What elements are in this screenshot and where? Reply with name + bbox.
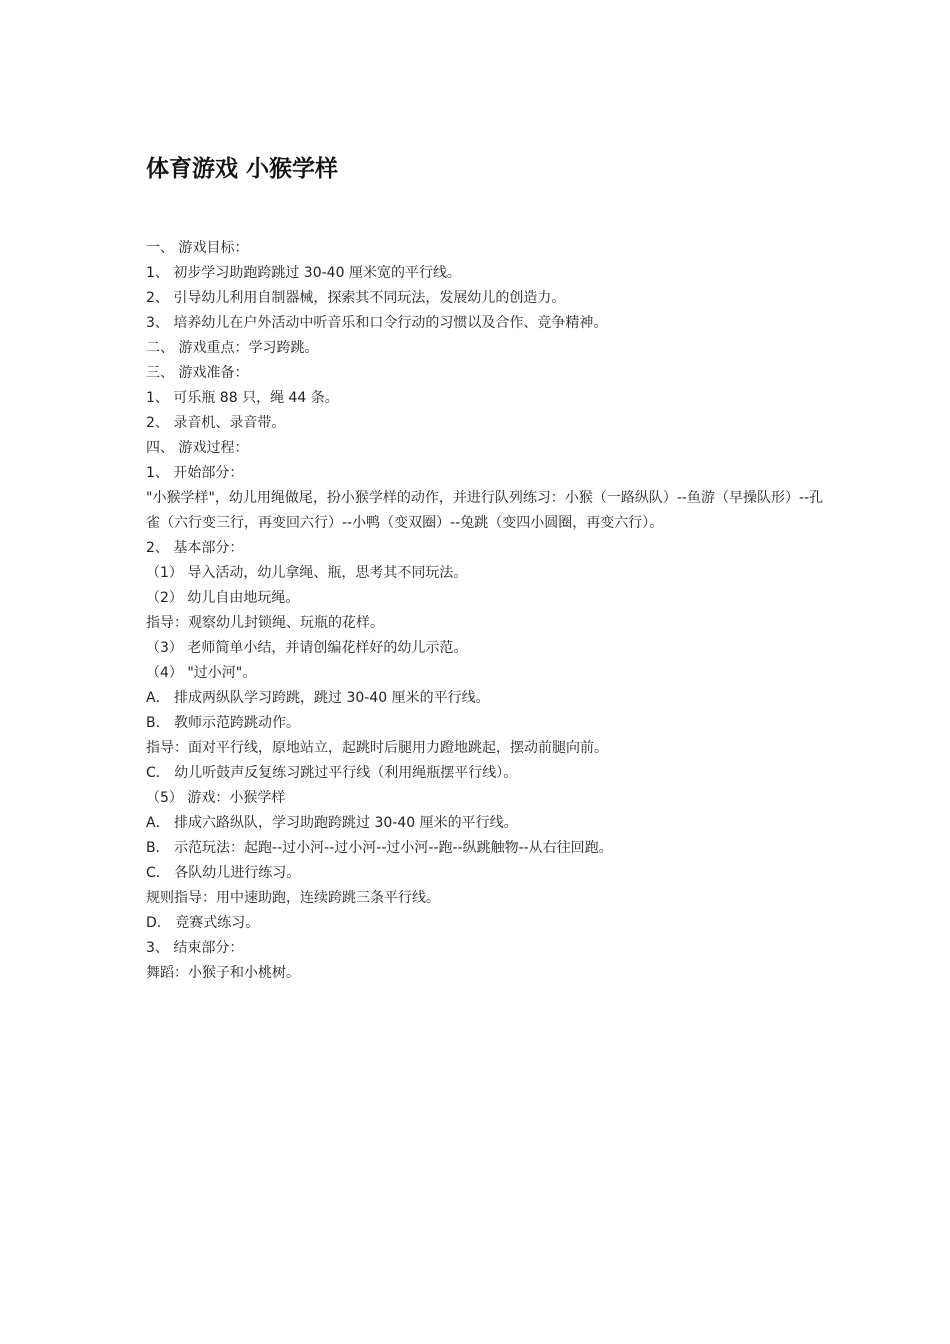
paragraph: "小猴学样"，幼儿用绳做尾，扮小猴学样的动作，并进行队列练习：小猴（一路纵队）--鱼游（早操队形）--孔雀（六行变三行，再变回六行）--小鸭（变双圈）--兔跳（变四小圆圈，再变六行）。 xyxy=(146,490,824,531)
guidance-line: 规则指导：用中速助跑，连续跨跳三条平行线。 xyxy=(146,890,440,906)
list-item: （4） "过小河"。 xyxy=(146,665,257,681)
list-item: （3） 老师简单小结，并请创编花样好的幼儿示范。 xyxy=(146,640,468,656)
guidance-line: 指导：观察幼儿封锁绳、玩瓶的花样。 xyxy=(146,615,384,631)
list-item: B． 示范玩法：起跑--过小河--过小河--过小河--跑--纵跳触物--从右往回跑。 xyxy=(146,840,613,856)
section-heading: 一、 游戏目标： xyxy=(146,240,249,256)
list-item: A． 排成两纵队学习跨跳，跳过 30-40 厘米的平行线。 xyxy=(146,690,490,706)
list-item: C． 各队幼儿进行练习。 xyxy=(146,865,301,881)
closing-line: 舞蹈：小猴子和小桃树。 xyxy=(146,965,300,981)
list-item: B． 教师示范跨跳动作。 xyxy=(146,715,301,731)
section-heading: 二、 游戏重点：学习跨跳。 xyxy=(146,340,319,356)
list-item: 1、 初步学习助跑跨跳过 30-40 厘米宽的平行线。 xyxy=(146,265,461,281)
list-item: 2、 引导幼儿利用自制器械，探索其不同玩法，发展幼儿的创造力。 xyxy=(146,290,566,306)
list-item: （2） 幼儿自由地玩绳。 xyxy=(146,590,300,606)
list-item: 2、 基本部分： xyxy=(146,540,244,556)
list-item: 2、 录音机、录音带。 xyxy=(146,415,286,431)
list-item: 3、 培养幼儿在户外活动中听音乐和口令行动的习惯以及合作、竞争精神。 xyxy=(146,315,608,331)
document-title: 体育游戏 小猴学样 xyxy=(146,156,339,182)
list-item: 3、 结束部分： xyxy=(146,940,244,956)
guidance-line: 指导：面对平行线，原地站立，起跳时后腿用力蹬地跳起，摆动前腿向前。 xyxy=(146,740,608,756)
list-item: A． 排成六路纵队，学习助跑跨跳过 30-40 厘米的平行线。 xyxy=(146,815,518,831)
list-item: C． 幼儿听鼓声反复练习跳过平行线（利用绳瓶摆平行线）。 xyxy=(146,765,518,781)
list-item: （5） 游戏：小猴学样 xyxy=(146,790,286,806)
list-item: 1、 可乐瓶 88 只，绳 44 条。 xyxy=(146,390,339,406)
section-heading: 四、 游戏过程： xyxy=(146,440,249,456)
document-body xyxy=(146,236,826,986)
section-heading: 三、 游戏准备： xyxy=(146,365,249,381)
list-item: D． 竞赛式练习。 xyxy=(146,915,260,931)
list-item: 1、 开始部分： xyxy=(146,465,244,481)
list-item: （1） 导入活动，幼儿拿绳、瓶，思考其不同玩法。 xyxy=(146,565,468,581)
